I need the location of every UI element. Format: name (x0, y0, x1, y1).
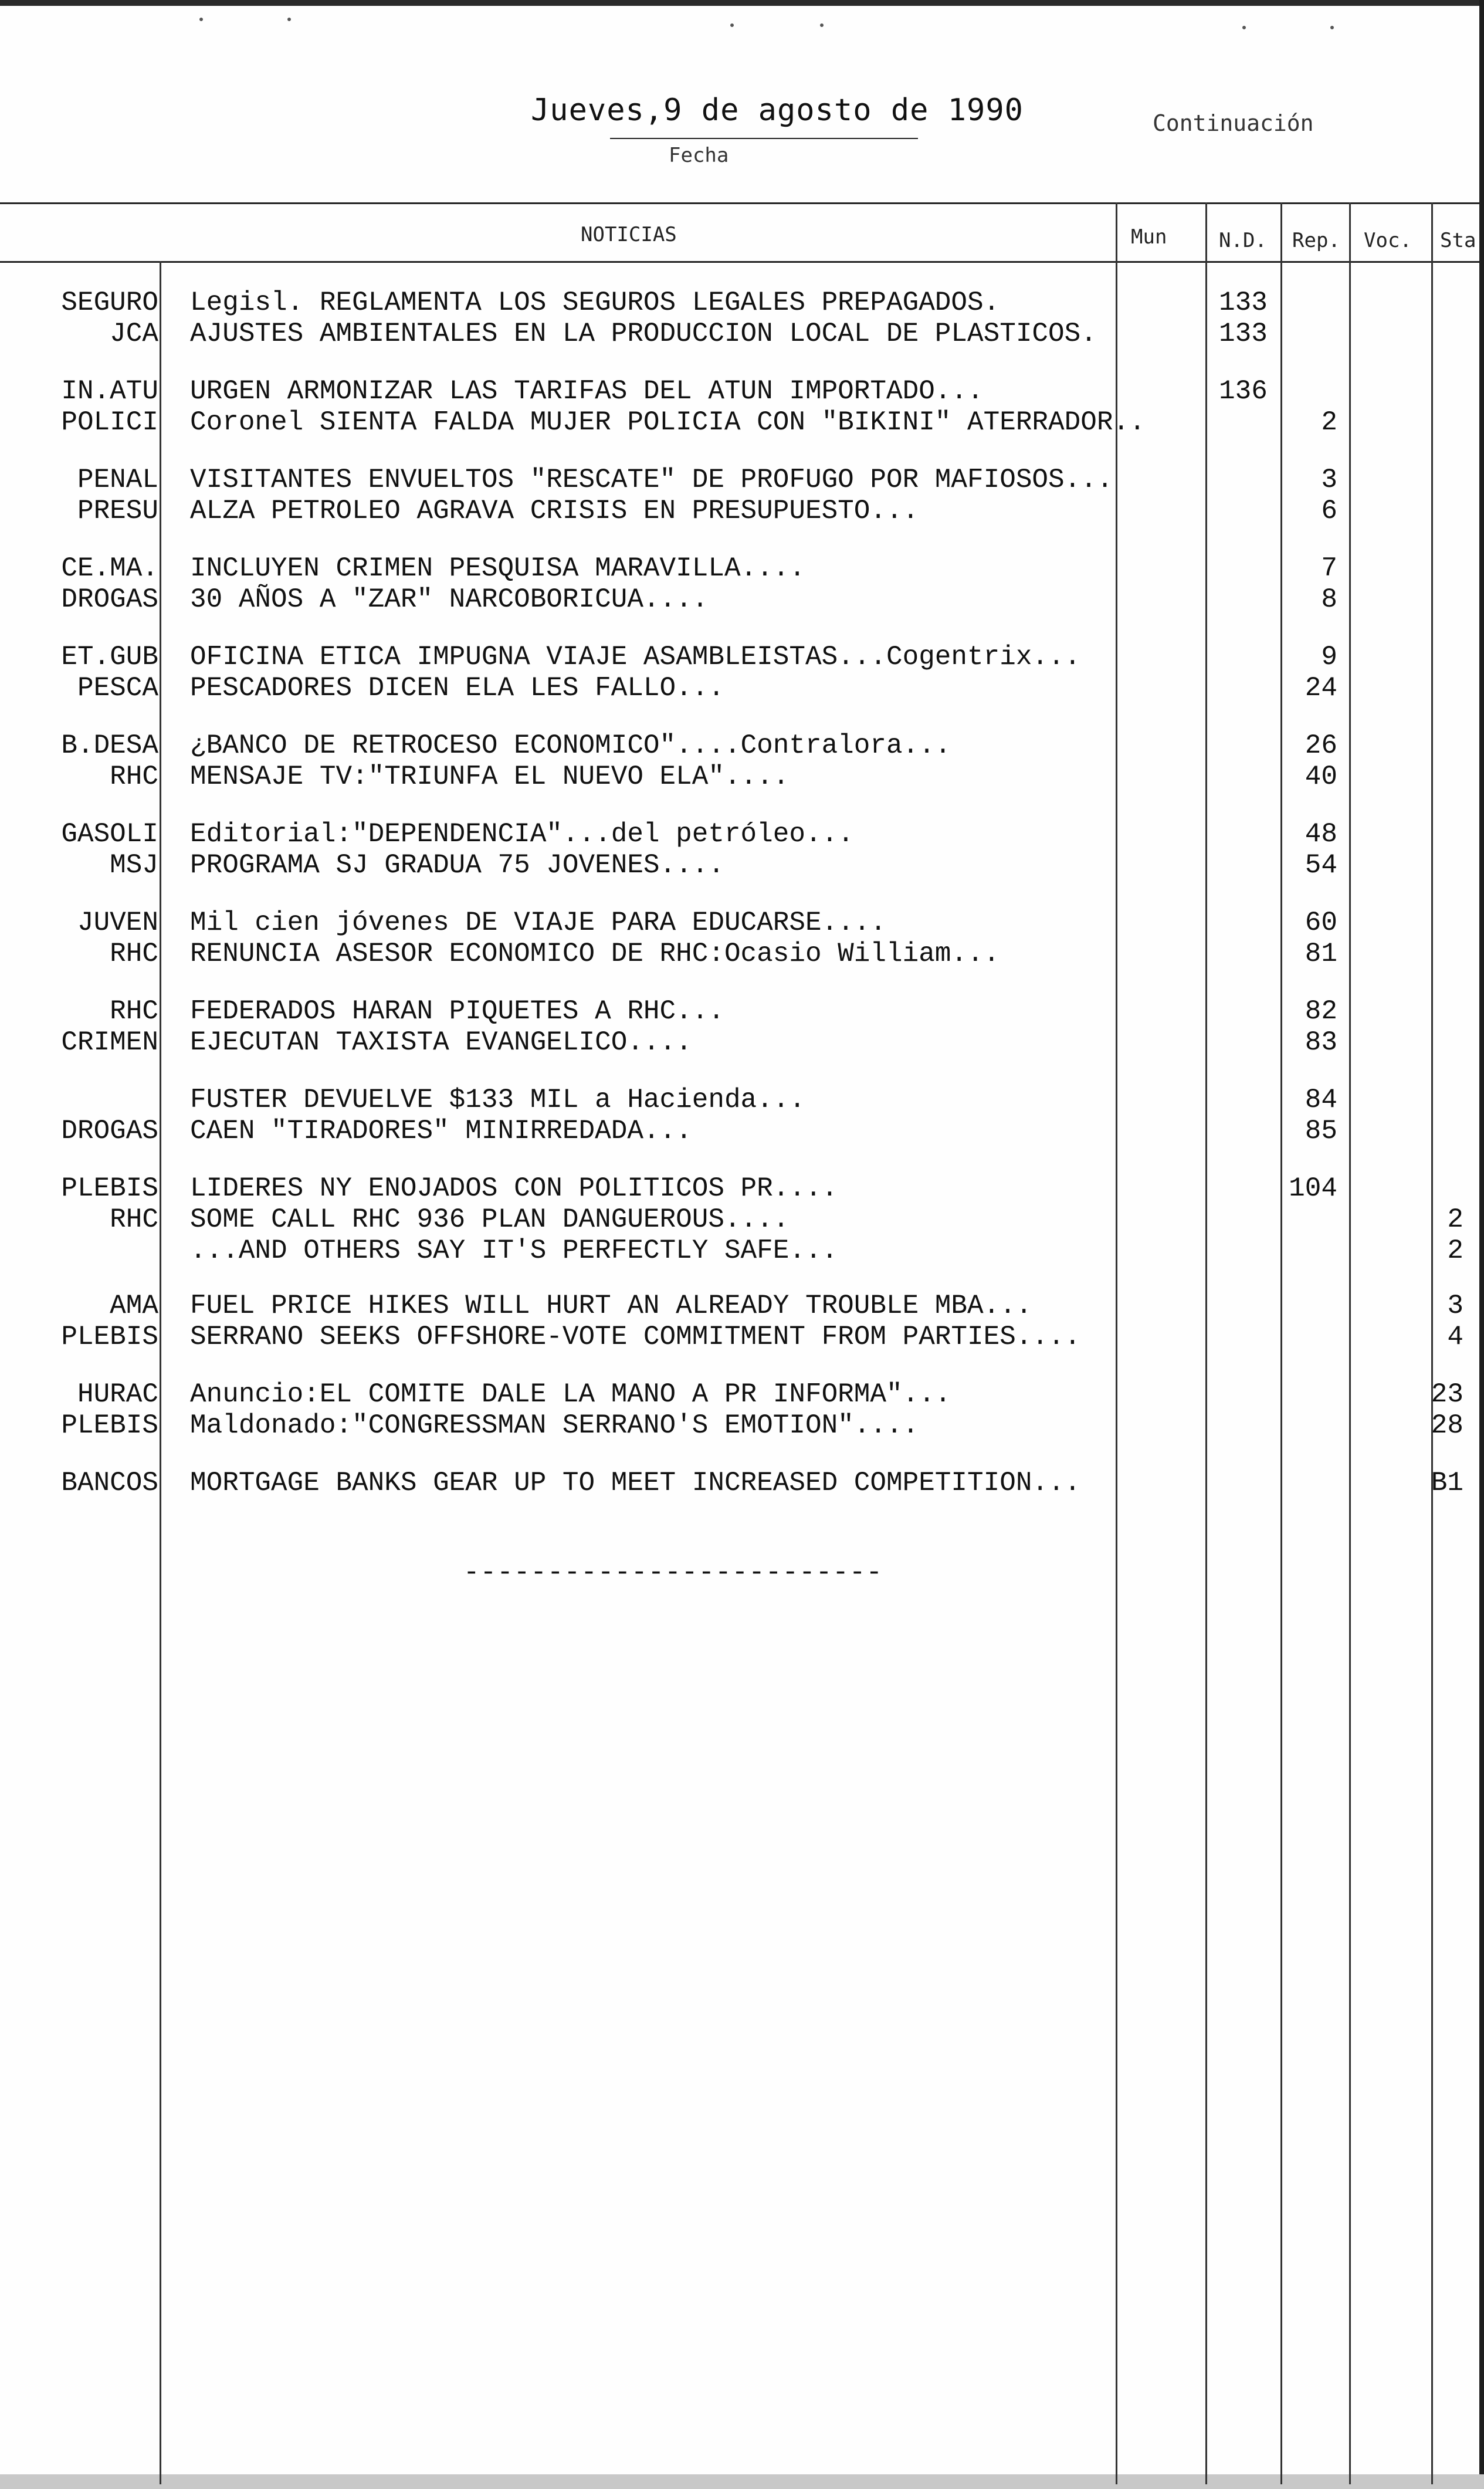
scan-bottom-border (0, 2474, 1484, 2489)
punch-mark (730, 23, 734, 27)
news-headline: SERRANO SEEKS OFFSHORE-VOTE COMMITMENT FROM PARTIES.... (190, 1322, 1081, 1352)
news-headline: Coronel SIENTA FALDA MUJER POLICIA CON "BIKINI" ATERRADOR.. (190, 407, 1146, 438)
news-headline: MORTGAGE BANKS GEAR UP TO MEET INCREASED COMPETITION... (190, 1468, 1081, 1498)
sta-page-number: 4 (1447, 1322, 1463, 1352)
news-headline: SOME CALL RHC 936 PLAN DANGUEROUS.... (190, 1204, 790, 1235)
news-headline: AJUSTES AMBIENTALES EN LA PRODUCCION LOCAL DE PLASTICOS. (190, 319, 1097, 349)
header-bottom-rule (0, 261, 1481, 263)
sta-page-number: 2 (1447, 1235, 1463, 1266)
news-headline: LIDERES NY ENOJADOS CON POLITICOS PR.... (190, 1173, 838, 1204)
header-mun: Mun (1131, 225, 1167, 249)
news-headline: EJECUTAN TAXISTA EVANGELICO.... (190, 1027, 692, 1058)
nd-page-number: 133 (1219, 287, 1268, 318)
voc-page-number: 82 (1305, 996, 1337, 1027)
news-headline: Legisl. REGLAMENTA LOS SEGUROS LEGALES PREPAGADOS. (190, 287, 1000, 318)
date-label: Fecha (669, 144, 729, 167)
section-code: RHC (110, 939, 158, 969)
section-code: PENAL (77, 465, 158, 495)
nd-page-number: 133 (1219, 319, 1268, 349)
section-code: JCA (110, 319, 158, 349)
continuation-label: Continuación (1153, 110, 1314, 136)
news-headline: FUSTER DEVUELVE $133 MIL a Hacienda... (190, 1085, 805, 1115)
header-noticias: NOTICIAS (581, 223, 677, 246)
section-code: JUVEN (77, 907, 158, 938)
header-rep: Rep. (1292, 229, 1340, 252)
news-headline: ALZA PETROLEO AGRAVA CRISIS EN PRESUPUESTO... (190, 496, 919, 526)
voc-page-number: 26 (1305, 730, 1337, 761)
news-headline: CAEN "TIRADORES" MINIRREDADA... (190, 1116, 692, 1146)
voc-page-number: 85 (1305, 1116, 1337, 1146)
scan-top-border (0, 0, 1484, 6)
sta-page-number: 3 (1447, 1291, 1463, 1321)
section-code: RHC (110, 1204, 158, 1235)
scan-right-border (1479, 0, 1484, 2489)
news-headline: RENUNCIA ASESOR ECONOMICO DE RHC:Ocasio William... (190, 939, 1000, 969)
punch-mark (1242, 26, 1246, 29)
voc-page-number: 60 (1305, 907, 1337, 938)
voc-page-number: 6 (1321, 496, 1337, 526)
sta-page-number: 2 (1447, 1204, 1463, 1235)
voc-page-number: 7 (1321, 553, 1337, 584)
news-headline: Anuncio:EL COMITE DALE LA MANO A PR INFORMA"... (190, 1379, 951, 1410)
news-headline: URGEN ARMONIZAR LAS TARIFAS DEL ATUN IMPORTADO... (190, 376, 984, 407)
section-code: GASOLI (61, 819, 158, 849)
sta-page-number: 28 (1431, 1410, 1463, 1441)
news-headline: FEDERADOS HARAN PIQUETES A RHC... (190, 996, 724, 1027)
header-sta: Sta (1440, 229, 1476, 252)
news-headline: MENSAJE TV:"TRIUNFA EL NUEVO ELA".... (190, 761, 790, 792)
news-headline: 30 AÑOS A "ZAR" NARCOBORICUA.... (190, 584, 709, 615)
column-divider-rep (1280, 202, 1282, 2484)
section-code: ET.GUB (61, 642, 158, 672)
header-nd: N.D. (1219, 229, 1267, 252)
punch-mark (820, 23, 824, 27)
news-headline: PROGRAMA SJ GRADUA 75 JOVENES.... (190, 850, 724, 881)
section-code: PESCA (77, 673, 158, 703)
voc-page-number: 81 (1305, 939, 1337, 969)
section-code: RHC (110, 761, 158, 792)
date-underline (610, 138, 918, 139)
section-code: IN.ATU (61, 376, 158, 407)
news-headline: Maldonado:"CONGRESSMAN SERRANO'S EMOTION".... (190, 1410, 919, 1441)
section-code: DROGAS (61, 1116, 158, 1146)
voc-page-number: 84 (1305, 1085, 1337, 1115)
section-code: BANCOS (61, 1468, 158, 1498)
section-code: AMA (110, 1291, 158, 1321)
section-code: CRIMEN (61, 1027, 158, 1058)
voc-page-number: 54 (1305, 850, 1337, 881)
section-code: RHC (110, 996, 158, 1027)
date-value: Jueves,9 de agosto de 1990 (531, 93, 1024, 128)
voc-page-number: 3 (1321, 465, 1337, 495)
punch-mark (287, 18, 291, 21)
voc-page-number: 104 (1289, 1173, 1337, 1204)
section-code: PLEBIS (61, 1410, 158, 1441)
voc-page-number: 24 (1305, 673, 1337, 703)
header-voc: Voc. (1364, 229, 1412, 252)
section-code: PRESU (77, 496, 158, 526)
nd-page-number: 136 (1219, 376, 1268, 407)
section-code: CE.MA. (61, 553, 158, 584)
section-code: DROGAS (61, 584, 158, 615)
voc-page-number: 40 (1305, 761, 1337, 792)
sta-page-number: B1 (1431, 1468, 1463, 1498)
news-headline: FUEL PRICE HIKES WILL HURT AN ALREADY TROUBLE MBA... (190, 1291, 1032, 1321)
column-divider-code (160, 261, 161, 2484)
section-code: POLICI (61, 407, 158, 438)
punch-mark (199, 18, 203, 21)
voc-page-number: 9 (1321, 642, 1337, 672)
section-code: B.DESA (61, 730, 158, 761)
column-divider-voc (1349, 202, 1351, 2484)
section-code: MSJ (110, 850, 158, 881)
section-code: PLEBIS (61, 1322, 158, 1352)
sta-page-number: 23 (1431, 1379, 1463, 1410)
voc-page-number: 83 (1305, 1027, 1337, 1058)
voc-page-number: 48 (1305, 819, 1337, 849)
news-headline: ...AND OTHERS SAY IT'S PERFECTLY SAFE... (190, 1235, 838, 1266)
news-headline: VISITANTES ENVUELTOS "RESCATE" DE PROFUGO POR MAFIOSOS... (190, 465, 1113, 495)
section-code: PLEBIS (61, 1173, 158, 1204)
news-headline: ¿BANCO DE RETROCESO ECONOMICO"....Contralora... (190, 730, 951, 761)
section-code: HURAC (77, 1379, 158, 1410)
column-divider-mun (1116, 202, 1117, 2484)
closing-dashed-rule: ------------------------- (463, 1557, 883, 1588)
section-code: SEGURO (61, 287, 158, 318)
news-headline: Mil cien jóvenes DE VIAJE PARA EDUCARSE.... (190, 907, 886, 938)
header-top-rule (0, 202, 1481, 204)
punch-mark (1330, 26, 1334, 29)
news-headline: INCLUYEN CRIMEN PESQUISA MARAVILLA.... (190, 553, 805, 584)
column-divider-nd (1205, 202, 1207, 2484)
news-headline: Editorial:"DEPENDENCIA"...del petróleo... (190, 819, 854, 849)
voc-page-number: 8 (1321, 584, 1337, 615)
news-headline: OFICINA ETICA IMPUGNA VIAJE ASAMBLEISTAS...Cogentrix... (190, 642, 1081, 672)
voc-page-number: 2 (1321, 407, 1337, 438)
news-headline: PESCADORES DICEN ELA LES FALLO... (190, 673, 724, 703)
